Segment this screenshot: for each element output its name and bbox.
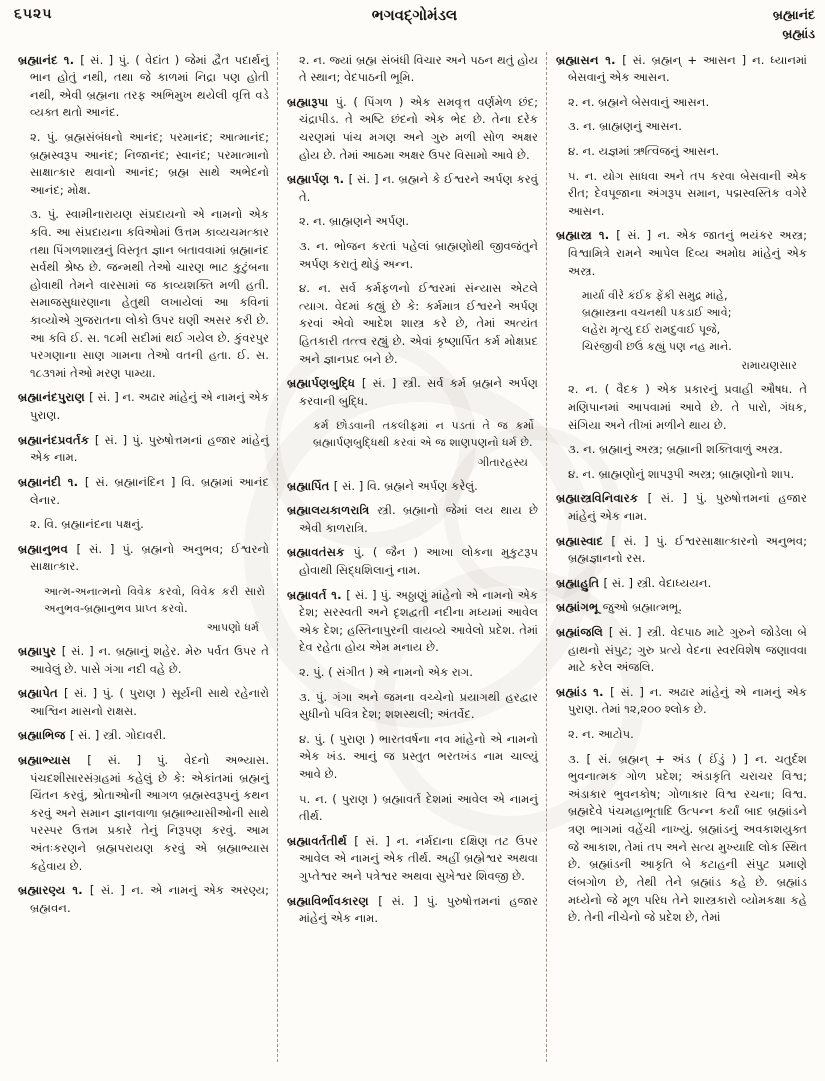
text-column-2	[277, 52, 546, 1062]
dictionary-entry: બ્રહ્માસ્ત્રવિનિવારક [ સં. ] પું. પુરુષોત્તમનાં હજાર માંહેનું એક નામ.	[556, 491, 807, 523]
text-column-1	[14, 52, 277, 1062]
dictionary-entry: બ્રહ્માહુતિ [ સં. ] સ્ત્રી. વેદાધ્યયન.	[556, 575, 712, 590]
page-number: ૬૫૨૫	[14, 6, 53, 22]
sense-block: ૪. ન. યજ્ઞમાં ઋત્વિજનું આસન.	[568, 143, 720, 158]
headword: બ્રહ્માલયકાળરાત્રિ	[287, 503, 378, 518]
headword: બ્રહ્માનંદપુરાણ	[18, 390, 90, 405]
headword: બ્રહ્માસ્વાદ	[556, 533, 612, 548]
dictionary-entry: બ્રહ્માનંદી ૧. [ સં. બ્રહ્માનંદિન ] વિ. બ્રહ્મમાં આનંદ લેનાર.	[18, 474, 269, 507]
attribution-block: ગીતારહસ્ય	[478, 455, 528, 469]
sense-block: ૫. ન. ( પુરાણ ) બ્રહ્માવર્ત દેશમાં આવેલ એ નામનું તીર્થ.	[299, 791, 538, 824]
guide-words	[695, 6, 815, 44]
sense-block: ૩. પું. ગંગા અને જમના વચ્ચેનો પ્રયાગથી હરદ્વાર સુધીનો પવિત્ર દેશ; શશસ્થલી; અંતર્વેદ.	[299, 689, 538, 722]
dictionary-entry: બ્રહ્માસ્ત્ર ૧. [ સં. ] ન. એક જાતનું ભયંકર અસ્ત્ર; વિશ્વામિત્રે રામને આપેલ દિવ્ય અમોઘ માંહેનું એક અસ્ત્ર.	[556, 228, 807, 278]
attribution-block: આપણો ધર્મ	[206, 620, 259, 634]
headword: બ્રહ્માવિર્ભાવકારણ	[287, 893, 379, 908]
sense-block: ૩. ન. બ્રહ્માનું અસ્ત્ર; બ્રહ્માની શક્તિવાળું અસ્ત્ર.	[568, 442, 783, 457]
dictionary-entry: બ્રહ્માસન ૧. [ સં. બ્રહ્મન્ + આસન ] ન. ધ્યાનમાં બેસવાનું એક આસન.	[556, 52, 807, 85]
headword: બ્રહ્માસન ૧.	[556, 52, 623, 67]
headword: બ્રહ્માનંદી ૧.	[18, 474, 85, 489]
headword: બ્રહ્માસ્ત્ર ૧.	[556, 228, 617, 243]
headword: બ્રહ્માવતંસક	[287, 545, 354, 560]
headword: બ્રહ્માર્પણબુદ્ધિ	[287, 376, 362, 391]
dictionary-entry: બ્રહ્માપેત [ સં. ] પું. ( પુરાણ ) સૂર્યની સાથે રહેનારો આશ્વિન માસનો રાક્ષસ.	[18, 686, 269, 718]
guide-word-first: બ્રહ્માનંદ	[772, 7, 815, 22]
headword: બ્રહ્માસ્ત્રવિનિવારક	[556, 491, 648, 506]
dictionary-entry: બ્રહ્માપુર [ સં. ] ન. બ્રહ્માનું શહેર. મેરુ પર્વત ઉપર તે આવેલું છે. પાસે ગંગા નદી વહે છે.	[18, 644, 269, 676]
dictionary-entry: બ્રહ્માર્પણબુદ્ધિ [ સં. ] સ્ત્રી. સર્વ કર્મ બ્રહ્મને અર્પણ કરવાની બુદ્ધિ.	[287, 376, 539, 408]
sense-block: ૨. પું. બ્રહ્મસંબંધનો આનંદ; પરમાનંદ; આત્માનંદ; બ્રહ્મસ્વરૂપ આનંદ; નિજાનંદ; સ્વાનંદ; પરમાત્માનો સાક્ષાત્કાર થવાનો આનંદ; બ્રહ્મ સાથે અભેદનો આનંદ; મોક્ષ.	[30, 129, 269, 197]
headword: બ્રહ્માવર્તતીર્થ	[287, 833, 355, 848]
dictionary-entry: બ્રહ્માસ્વાદ [ સં. ] પું. ઈશ્વરસાક્ષાત્કારનો અનુભવ; બ્રહ્મજ્ઞાનનો રસ.	[556, 533, 807, 566]
headword: બ્રહ્માહુતિ	[556, 575, 604, 590]
sense-block: ૪. ન. સર્વ કર્મફળનો ઈશ્વરમાં સંન્યાસ એટલે ત્યાગ. વેદમાં કહ્યું છે કે: કર્મમાત્ર ઈશ્વરને અર્પણ કરવાં એવો આદેશ શાસ્ત્ર કરે છે, તેમાં અત્યંત હિતકારી તત્ત્વ રહ્યું છે. એવાં કૃષ્ણાર્પિત કર્મ મોક્ષપ્રદ અને જ્ઞાનપ્રદ બને છે.	[299, 281, 538, 366]
headword: બ્રહ્મારૂપા	[287, 94, 336, 109]
headword: બ્રહ્માનંદ ૧.	[18, 52, 81, 67]
headword: બ્રહ્માર્પણ ૧.	[287, 172, 349, 187]
dictionary-entry: બ્રહ્માવિર્ભાવકારણ [ સં. ] પું. પુરુષોત્તમનાં હજાર માંહેનું એક નામ.	[287, 893, 538, 926]
sense-block: ૪. ન. બ્રાહ્મણોનું શાપરૂપી અસ્ત્ર; બ્રાહ્મણોનો શાપ.	[568, 466, 795, 481]
quote-block: કર્મ છોડવાની તકલીફમાં ન પડતાં તે જ કર્મો બ્રહ્માર્પણબુદ્ધિથી કરવાં એ જ શાણપણનો ધર્મ છે.	[313, 419, 534, 450]
dictionary-entry: બ્રહ્મારણ્ય ૧. [ સં. ] ન. એ નામનું એક અરણ્ય; બ્રહ્મવન.	[18, 883, 269, 915]
dictionary-entry: બ્રહ્માનંદપ્રવર્તક [ સં. ] પું. પુરુષોત્તમનાં હજાર માંહેનું એક નામ.	[18, 432, 269, 465]
page-header	[14, 6, 815, 44]
headword: બ્રહ્માંડ ૧.	[556, 684, 611, 699]
headword: બ્રહ્માપેત	[18, 686, 64, 701]
dictionary-entry: બ્રહ્માનંદ ૧. [ સં. ] પું. ( વેદાંત ) જેમાં દ્વૈત પદાર્થનું ભાન હોતું નથી, તથા જે કાળમાં નિદ્રા પણ હોતી નથી, એવી બ્રહ્મના તરફ અભિમુખ થયેલી વૃત્તિ વડે વ્યક્ત થતો આનંદ.	[18, 52, 270, 120]
sense-block: ૩. ન. બ્રાહ્મણનું આસન.	[568, 119, 682, 134]
dictionary-entry: બ્રહ્માંગભૂ જુઓ બ્રહ્માત્મભૂ.	[556, 600, 683, 615]
text-columns	[14, 52, 815, 1062]
guide-word-last: બ્રહ્માંડ	[782, 25, 815, 41]
headword: બ્રહ્માભ્યાસ	[18, 753, 88, 768]
dictionary-entry: બ્રહ્માલયકાળરાત્રિ સ્ત્રી. બ્રહ્માનો જેમાં લય થાય છે એવી કાળરાત્રિ.	[287, 503, 538, 535]
headword: બ્રહ્માર્પિત	[287, 478, 334, 493]
sense-block: ૨. ન. જ્યાં બ્રહ્મ સંબંધી વિચાર અને પઠન થતું હોય તે સ્થાન; વેદપાઠની ભૂમિ.	[299, 52, 538, 85]
page-title: ભગવદ્ગોમંડલ	[371, 6, 458, 24]
sense-block: ૩. પું. સ્વામીનારાયણ સંપ્રદાયનો એ નામનો એક કવિ. આ સંપ્રદાયના કવિઓમાં ઉત્તમ કાવ્યચમત્કાર તથા પિંગળશાસ્ત્રનું વિસ્તૃત જ્ઞાન બતાવવામાં બ્રહ્માનંદ સર્વથી શ્રેષ્ઠ છે. જન્મથી તેઓ ચારણ ભાટ કુટુંબના હોવાથી તેમને વારસામાં જ કાવ્યશક્તિ મળી હતી. સમાજસુધારણાના હેતુથી લખાયેલાં આ કવિનાં કાવ્યોએ ગુજરાતના લોકો ઉપર ઘણી અસર કરી છે. આ કવિ ઈ. સ. ૧૮મી સદીમાં થઈ ગયેલ છે. કુંવરપુર પરગણાના સાણ ગામના તેઓ વતની હતા. ઈ. સ. ૧૮૩૧માં તેઓ મરણ પામ્યા.	[30, 207, 269, 380]
headword: બ્રહ્માવર્ત ૧.	[287, 587, 347, 602]
headword: બ્રહ્માંગભૂ	[556, 600, 603, 615]
sense-block: ૨. ન. ( વૈદક ) એક પ્રકારનું પ્રવાહી ઔષધ. તે મણિપાનમાં આપવામાં આવે છે. તે પારો, ગંધક, સંગિયા અને તીખાં મળીને થાય છે.	[568, 382, 807, 432]
dictionary-entry: બ્રહ્માવર્તતીર્થ [ સં. ] ન. નર્મદાના દક્ષિણ તટ ઉપર આવેલ એ નામનું એક તીર્થ. અહીં બ્રહ્મેશ્વર અથવા ગુપ્તેશ્વર અને પત્રેશ્વર અથવા સુખેશ્વર શિવજી છે.	[287, 833, 538, 884]
sense-block: ૨. ન. બ્રહ્મને બેસવાનું આસન.	[568, 94, 710, 109]
dictionary-entry: બ્રહ્માભિજ [ સં. ] સ્ત્રી. ગોદાવરી.	[18, 728, 167, 743]
sense-block: ૨. ન. આટોપ.	[568, 727, 634, 742]
sense-block: ૨. પું. ( સંગીત ) એ નામનો એક રાગ.	[299, 665, 473, 679]
sense-block: ૨. વિ. બ્રહ્માનંદના પક્ષનું.	[30, 517, 144, 532]
sense-block: ૪. પું. ( પુરાણ ) ભારતવર્ષના નવ માંહેનો એ નામનો એક ખંડ. આનું જ પ્રસ્તુત ભરતખંડ નામ ચાલ્યું આવે છે.	[299, 731, 538, 782]
dictionary-entry: બ્રહ્માર્પિત [ સં. ] વિ. બ્રહ્મને અર્પણ કરેલું.	[287, 478, 478, 493]
sense-block: ૩. [ સં. બ્રહ્મન્ + અંડ ( ઈંડું ) ] ન. ચતુર્દશ ભુવનાત્મક ગોળ પ્રદેશ; અંડાકૃતિ ચરાચર વિશ્વ; અંડાકાર ભુવનકોષ; ગોળાકાર વિશ્વ રચના; વિશ્વ. બ્રહ્મદેવે પંચમહાભૂતાદિ ઉત્પન્ન કર્યાં બાદ બ્રહ્માંડને ત્રણ ભાગમાં વહેંચી નાખ્યું. બ્રહ્માંડનું અવકાશયુક્ત જે આકાશ, તેમાં તપ અને સત્ય મુખ્યાદિ લોક સ્થિત છે. બ્રહ્માંડની આકૃતિ બે કટાહની સંપુટ પ્રમાણે લંબગોળ છે, તેથી તેને બ્રહ્માંડ કહે છે. બ્રહ્માંડ મધ્યેનો જે મૂળ પરિધ તેને શાસ્ત્રકારો વ્યોમકક્ષા કહે છે. તેની નીચેનો જે પ્રદેશ છે, તેમાં	[568, 751, 807, 925]
quote-block: આત્મ-અનાત્મનો વિવેક કરવો, વિવેક કરી સારો અનુભવ-બ્રહ્માનુભવ પ્રાપ્ત કરવો.	[44, 584, 265, 615]
dictionary-entry: બ્રહ્માંજલિ [ સં. ] સ્ત્રી. વેદપાઠ માટે ગુરુને જોડેલા બે હાથનો સંપુટ; ગુરુ પ્રત્યે વેદના સ્વરવિશેષ જણાવવા માટે કરેલ અંજલિ.	[556, 624, 807, 675]
headword: બ્રહ્માભિજ	[18, 728, 70, 743]
headword: બ્રહ્માનુભવ	[18, 541, 77, 556]
headword: બ્રહ્માનંદપ્રવર્તક	[18, 432, 95, 447]
headword: બ્રહ્માંજલિ	[556, 624, 609, 639]
attribution-block: રામાયણસાર	[741, 359, 797, 373]
sense-block: ૩. ન. ભોજન કરતાં પહેલાં બ્રાહ્મણોથી જીવજંતુને અર્પણ કરાતું થોડું અન્ન.	[299, 238, 538, 271]
dictionary-entry: બ્રહ્માર્પણ ૧. [ સં. ] ન. બ્રહ્મને કે ઈશ્વરને અર્પણ કરવું તે.	[287, 172, 539, 204]
sense-block: ૨. ન. બ્રાહ્મણને અર્પણ.	[299, 214, 410, 229]
quote-block: માર્યા વીરે કંઈક ફેંકી સમુદ્ર માંહે, બ્રહ્માસ્ત્રના વચનથી પકડાઈ આવે; લહેરા મૃત્યુ દઈ રામદુવાઈ પૂજે, ચિરંજીવી છઉં કહ્યું પણ નહ માને.	[582, 289, 732, 354]
headword: બ્રહ્માપુર	[18, 644, 62, 658]
dictionary-entry: બ્રહ્માનંદપુરાણ [ સં. ] ન. અઢાર માંહેનું એ નામનું એક પુરાણ.	[18, 390, 269, 423]
dictionary-entry: બ્રહ્માંડ ૧. [ સં. ] ન. અઢાર માંહેનું એ નામનું એક પુરાણ. તેમાં ૧૨,૨૦૦ શ્લોક છે.	[556, 684, 807, 717]
sense-block: ૫. ન. યોગ સાધવા અને તપ કરવા બેસવાની એક રીત; દેવપૂજાના અંગરૂપ સમાન, પદ્મસ્વસ્તિક વગેરે આસન.	[568, 168, 807, 218]
dictionary-entry: બ્રહ્માભ્યાસ [ સં. ] પું. વેદનો અભ્યાસ. પંચદશીસારસંગ્રહમાં કહેલું છે કે: એકાંતમાં બ્રહ્મનું ચિંતન કરવું, શ્રોતાઓની આગળ બ્રહ્મસ્વરૂપનું કથન કરવું અને સમાન જ્ઞાનવાળા બ્રહ્માભ્યાસીઓની સાથે પરસ્પર ઉત્તમ પ્રકારે તેનું નિરૂપણ કરવું. આમ અંતઃકરણને બ્રહ્મપરાયણ કરવું એ બ્રહ્માભ્યાસ કહેવાય છે.	[18, 753, 269, 873]
dictionary-entry: બ્રહ્માવર્ત ૧. [ સં. ] પું. અઠ્ઠાણું માંહેનો એ નામનો એક દેશ; સરસ્વતી અને દૃશદ્વતી નદીના મધ્યમાં આવેલ એક દેશ; હસ્તિનાપુરની વાયવ્યે આવેલો પ્રદેશ. તેમાં દેવ રહેતા હોય એમ મનાય છે.	[287, 587, 538, 655]
dictionary-entry: બ્રહ્માવતંસક પું. ( જૈન ) આખા લોકના મુકુટરૂપ હોવાથી સિદ્ધશિલાનું નામ.	[287, 545, 538, 577]
headword: બ્રહ્મારણ્ય ૧.	[18, 883, 90, 898]
dictionary-entry: બ્રહ્માનુભવ [ સં. ] પું. બ્રહ્મનો અનુભવ; ઈશ્વરનો સાક્ષાત્કાર.	[18, 541, 269, 574]
dictionary-entry: બ્રહ્મારૂપા પું. ( પિંગળ ) એક સમવૃત્ત વર્ણમેળ છંદ; ચંદ્રાપીડ. તે અષ્ટિ છંદનો એક ભેદ છે. તેના દરેક ચરણમાં પાંચ મગણ અને ગુરુ મળી સોળ અક્ષર હોય છે. તેમાં આઠમા અક્ષર ઉપર વિસામો આવે છે.	[287, 94, 538, 162]
text-column-3	[546, 52, 815, 1062]
